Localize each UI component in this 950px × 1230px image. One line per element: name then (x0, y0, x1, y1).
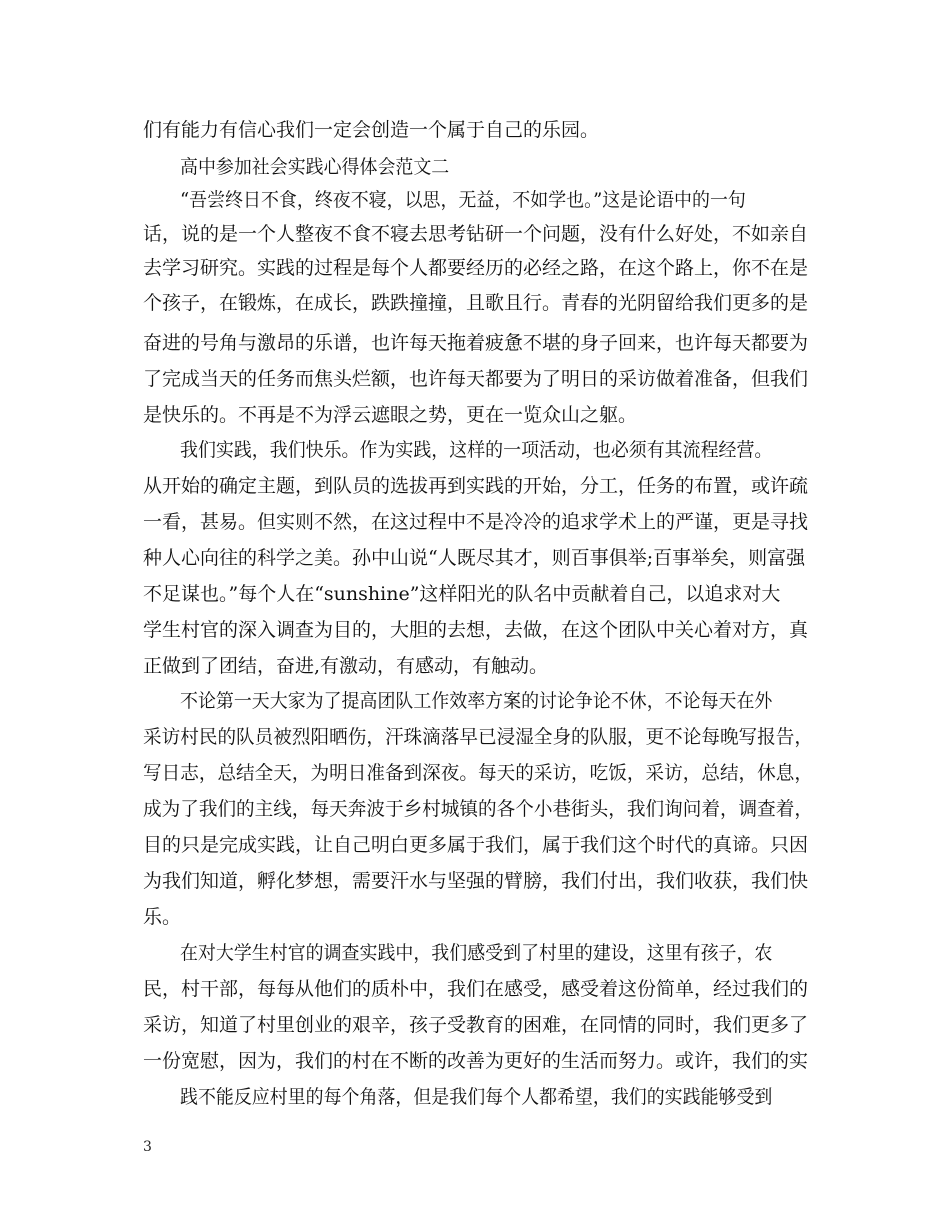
text-line: 个孩子，在锻炼，在成长，跌跌撞撞，且歌且行。青春的光阴留给我们更多的是 (143, 292, 809, 314)
text-line: 一看，甚易。但实则不然，在这过程中不是冷冷的追求学术上的严谨，更是寻找 (143, 511, 809, 533)
text-line: 了完成当天的任务而焦头烂额，也许每天都要为了明日的采访做着准备，但我们 (143, 368, 809, 390)
text-line: 在对大学生村官的调查实践中，我们感受到了村里的建设，这里有孩子，农 (180, 942, 773, 964)
text-line: 们有能力有信心我们一定会创造一个属于自己的乐园。 (143, 119, 600, 141)
text-line: 采访，知道了村里创业的艰辛，孩子受教育的困难，在同情的同时，我们更多了 (143, 1014, 809, 1036)
text-line: 正做到了团结，奋进,有激动，有感动，有触动。 (143, 655, 549, 677)
text-line: 践不能反应村里的每个角落，但是我们每个人都希望，我们的实践能够受到 (180, 1086, 773, 1108)
text-line: 一份宽慰，因为，我们的村在不断的改善为更好的生活而努力。或许，我们的实 (143, 1050, 809, 1072)
text-line: 为我们知道，孵化梦想，需要汗水与坚强的臂膀，我们付出，我们收获，我们快 (143, 870, 809, 892)
text-line: 种人心向往的科学之美。孙中山说“人既尽其才，则百事俱举;百事举矣，则富强 (143, 547, 806, 569)
text-line: 采访村民的队员被烈阳晒伤，汗珠滴落早已浸湿全身的队服，更不论每晚写报告， (143, 726, 814, 748)
page-number: 3 (143, 1139, 152, 1155)
text-line: 不足谋也。”每个人在“sunshine”这样阳光的队名中贡献着自己，以追求对大 (143, 583, 781, 605)
text-line: “吾尝终日不食，终夜不寝，以思，无益，不如学也。”这是论语中的一句 (180, 189, 746, 211)
text-line: 话，说的是一个人整夜不食不寝去思考钻研一个问题，没有什么好处，不如亲自 (143, 223, 809, 245)
text-line: 学生村官的深入调查为目的，大胆的去想，去做，在这个团队中关心着对方，真 (143, 619, 809, 641)
text-line: 我们实践，我们快乐。作为实践，这样的一项活动，也必须有其流程经营。 (180, 439, 773, 461)
section-title: 高中参加社会实践心得体会范文二 (180, 156, 450, 178)
text-line: 去学习研究。实践的过程是每个人都要经历的必经之路，在这个路上，你不在是 (143, 257, 809, 279)
text-line: 奋进的号角与激昂的乐谱，也许每天拖着疲惫不堪的身子回来，也许每天都要为 (143, 332, 809, 354)
text-line: 成为了我们的主线，每天奔波于乡村城镇的各个小巷街头，我们询问着，调查着， (143, 798, 814, 820)
text-line: 从开始的确定主题，到队员的选拔再到实践的开始，分工，任务的布置，或许疏 (143, 475, 809, 497)
text-line: 是快乐的。不再是不为浮云遮眼之势，更在一览众山之躯。 (143, 404, 638, 426)
text-line: 目的只是完成实践，让自己明白更多属于我们，属于我们这个时代的真谛。只因 (143, 834, 809, 856)
text-line: 不论第一天大家为了提高团队工作效率方案的讨论争论不休，不论每天在外 (180, 690, 773, 712)
text-line: 写日志，总结全天，为明日准备到深夜。每天的采访，吃饭，采访，总结，休息， (143, 762, 814, 784)
text-line: 乐。 (143, 906, 182, 928)
text-line: 民，村干部，每每从他们的质朴中，我们在感受，感受着这份简单，经过我们的 (143, 978, 809, 1000)
